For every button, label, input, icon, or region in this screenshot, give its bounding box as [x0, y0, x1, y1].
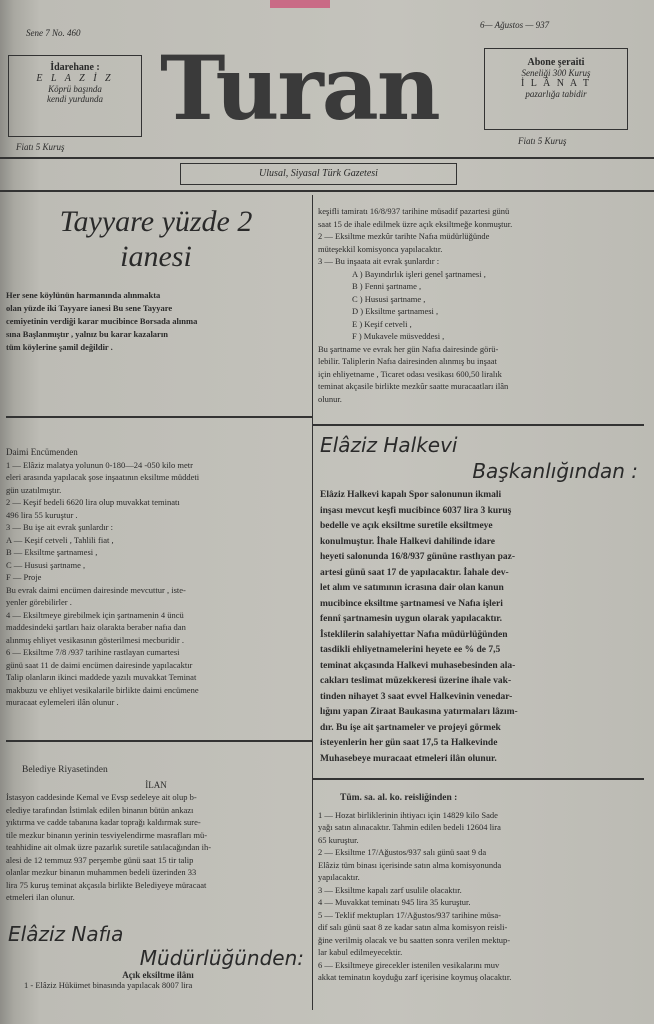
office-box [8, 55, 142, 137]
halkevi-line: mucibince eksiltme şartnamesi ve Nafıa işleri [320, 598, 503, 609]
nafia-cont-line: E ) Keşif cetveli , [352, 318, 412, 329]
tum-title: Tüm. sa. al. ko. reisliğinden : [340, 793, 458, 803]
encumen-line: Bu evrak daimi encümen dairesinde mevcuttur , iste- [6, 584, 186, 595]
office-address2: kendi yurdunda [47, 94, 103, 104]
encumen-notice [6, 446, 306, 709]
nafia-notice [8, 922, 308, 990]
tum-line: 6 — Eksiltmeye girecekler istenilen vesikalarını muv [318, 959, 500, 970]
belediye-line: İstasyon caddesinde Kemal ve Evsp sedeleye ait olup b- [6, 792, 197, 802]
tum-line: dif salı günü saat 8 ze kadar satın alma komisyon reisli- [318, 922, 508, 932]
encumen-line: 496 lira 55 kuruştur . [6, 509, 78, 520]
tum-line: 5 — Teklif mektupları 17/Ağustos/937 tarihine müsa- [318, 909, 501, 920]
newspaper-title: Turan [160, 36, 439, 140]
nafia-cont-line: 3 — Bu inşaata ait evrak şunlardır : [318, 256, 440, 266]
halkevi-line: Elâziz Halkevi kapalı Spor salonunun ikmali [320, 490, 502, 500]
halkevi-title-2: Başkanlığından : [472, 459, 638, 483]
office-address1: Köprü başında [48, 84, 102, 94]
halkevi-body [320, 488, 642, 767]
tum-line: 1 — Hozat birliklerinin ihtiyacı için 14829 kilo Sade [318, 809, 498, 820]
tayyare-lead-1: Her sene köylünün harmanında alınmakta [6, 290, 161, 300]
encumen-line: C — Hususi şartname , [6, 559, 86, 570]
belediye-title: Belediye Riyasetinden [22, 765, 108, 775]
encumen-line: 2 — Keşif bedeli 6620 lira olup muvakkat teminatı [6, 497, 180, 507]
nafia-cont-line: için ehliyetname , Ticaret odası vesikası 600,50 liralık [318, 368, 502, 379]
nafia-continued [318, 205, 640, 405]
belediye-notice [6, 764, 306, 904]
halkevi-line: teminat akçasında Halkevi muhasebesinden ala- [320, 660, 516, 671]
halkevi-line: let alım ve satımının icrasına dair olan kanun [320, 583, 504, 593]
tayyare-lead-4: sına Başlanmıştır , yalnız bu karar kazaların [6, 329, 168, 339]
encumen-line: alınmış ehliyet vesikasının gösterilmesi mecburidir . [6, 634, 184, 645]
encumen-line: muracaat eylemeleri ilân olunur . [6, 697, 119, 707]
tum-line: 65 kuruştur. [318, 834, 359, 845]
belediye-line: alesi de 12 temmuz 937 perşembe günü saat 15 tir talip [6, 854, 194, 865]
right-price: Fiatı 5 Kuruş [518, 136, 567, 146]
tayyare-article [6, 205, 306, 354]
halkevi-line: tinden nihayet 3 saat evvel Halkevinin venedar- [320, 691, 513, 702]
ads-label: İ L Â N A T [520, 78, 592, 89]
encumen-line: günü saat 11 de daimi encümen dairesinde yapılacaktır [6, 659, 193, 670]
halkevi-line: bedelle ve açık eksiltme suretile eksiltmeye [320, 521, 493, 531]
encumen-line: B — Eksiltme şartnamesi , [6, 547, 98, 557]
left-price: Fiatı 5 Kuruş [16, 142, 65, 152]
tayyare-headline-2: ianesi [120, 240, 192, 273]
encumen-line: A — Keşif cetveli , Tahlili fiat , [6, 534, 114, 545]
belediye-line: olanlar mezkur binanın muhammen bedeli üzerinden 33 [6, 867, 197, 877]
tum-line: 2 — Eksiltme 17/Ağustos/937 salı günü saat 9 da [318, 847, 487, 857]
encumen-line: gün uzatılmıştır. [6, 484, 62, 495]
rule-tayyare [6, 416, 312, 418]
encumen-line: 3 — Bu işe ait evrak şunlardır : [6, 522, 113, 532]
nafia-cont-line: Bu şartname ve evrak her gün Nafıa dairesinde görü- [318, 343, 499, 354]
halkevi-line: fennî şartnamesin uygun olarak yapılacaktır. [320, 614, 503, 624]
tum-line: 3 — Eksiltme kapalı zarf usulile olacaktır. [318, 884, 462, 895]
belediye-line: etmeleri ilan olunur. [6, 892, 75, 902]
tayyare-lead-2: olan yüzde iki Tayyare ianesi Bu sene Tayyare [6, 303, 173, 313]
nafia-cont-line: B ) Fenni şartname , [352, 281, 422, 291]
belediye-line: elediye tarafından İstimlak edilen binanın bütün ankazı [6, 804, 194, 815]
nafia-title: Elâziz Nafıa [8, 922, 124, 946]
tum-line: ğine verilmiş olacak ve bu saatten sonra verilen mektup- [318, 934, 511, 945]
subscription-box [484, 48, 628, 130]
belediye-ilan: İLAN [145, 779, 167, 790]
halkevi-line: Muhasebeye muracaat etmeleri ilân olunur. [320, 753, 497, 764]
encumen-line: eleri arasında yapılacak şose inşaatının eksiltme müddeti [6, 472, 200, 482]
postage-stamp [270, 0, 330, 8]
nafia-cont-line: teminat akçasile birlikte mezkûr saatte muracaatları ilân [318, 381, 509, 391]
issue-number: Sene 7 No. 460 [26, 28, 81, 38]
halkevi-line: heyeti salonunda 16/8/937 gününe rastlıyan paz- [320, 552, 516, 562]
halkevi-line: cakları teslimat müzekkeresi üzerine ihale vak- [320, 676, 512, 686]
nafia-cont-line: D ) Eksiltme şartnamesi , [352, 306, 439, 316]
tum-line: Elâziz tüm binası içerisinde satın alma komisyonunda [318, 859, 502, 870]
nafia-title-2: Müdürlüğünden: [139, 946, 304, 970]
nafia-cont-line: 2 — Eksiltme mezkûr tarihte Nafıa müdürlüğünde [318, 231, 490, 241]
nafia-subtitle: Açık eksiltme ilânı [122, 970, 194, 980]
nafia-cont-line: keşifli tamiratı 16/8/937 tarihine müsadif pazartesi günü [318, 206, 510, 216]
nafia-cont-line: F ) Mukavele müsveddesi , [352, 331, 445, 341]
halkevi-line: isteyenlerin her gün saat 17,5 ta Halkevinde [320, 738, 498, 748]
subscription-label: Abone şeraiti [527, 57, 585, 68]
encumen-line: 1 — Elâziz malatya yolunun 0-180—24 -050 kilo metr [6, 459, 193, 470]
masthead-rule-bottom [0, 190, 654, 192]
encumen-line: yenler görebilirler . [6, 597, 72, 607]
column-divider [312, 195, 313, 1010]
tum-line: yağı satın alınacaktır. Tahmin edilen bedeli 12604 lira [318, 822, 501, 832]
halkevi-notice [320, 432, 642, 484]
encumen-title: Daimi Encümenden [6, 447, 78, 457]
nafia-cont-line: A ) Bayındırlık işleri genel şartnamesi , [352, 268, 486, 279]
belediye-line: lira 75 kuruş teminat akçasıla birlikte Belediyeye müracaat [6, 879, 207, 890]
encumen-line: Talip olanların ikinci maddede yazılı muvakkat Teminat [6, 672, 197, 682]
encumen-line: 6 — Eksiltme 7/8 /937 tarihine rastlayan cumartesi [6, 647, 180, 657]
encumen-line: 4 — Eksiltmeye girebilmek için şartnamenin 4 üncü [6, 609, 184, 620]
rule-nafia [312, 424, 644, 426]
halkevi-title: Elâziz Halkevi [320, 433, 458, 457]
halkevi-line: inşası mevcut keşfi mucibince 6037 lira 3 kuruş [320, 505, 512, 516]
belediye-line: yıktırma ve cadde tabanına kadar toprağı kaldırmak sure- [6, 817, 201, 827]
office-city: E L A Z İ Z [36, 73, 114, 84]
encumen-line: makbuzu ve ehliyet vesikalarile birlikte daimi encümene [6, 684, 199, 695]
ads-note: pazarlığa tabidir [525, 89, 587, 99]
halkevi-line: İsteklilerin salahiyettar Nafıa müdürlüğünden [320, 629, 508, 640]
tayyare-headline: Tayyare yüzde 2 [59, 205, 253, 238]
belediye-line: tile mezkur binanın yerinin tesviyelendirme masrafları mü- [6, 829, 208, 840]
tayyare-lead-5: tüm köylerine şamil değildir . [6, 342, 113, 352]
rule-halkevi [312, 778, 644, 780]
tum-line: akkat teminatın koyduğu zarf içerisine koymuş olacaktır. [318, 972, 512, 982]
halkevi-line: konulmuştur. İhale Halkevi dahilinde idare [320, 536, 496, 547]
nafia-cont-line: saat 15 de ihale edilmek üzre açık eksiltmeğe konmuştur. [318, 218, 513, 229]
subtitle-box [180, 163, 457, 185]
tayyare-lead-3: cemiyetinin verdiği karar mucibince Borsada alınma [6, 316, 198, 326]
tum-notice [318, 792, 640, 984]
nafia-cont-line: olunur. [318, 393, 342, 404]
masthead-rule-top [0, 157, 654, 159]
subtitle: Ulusal, Siyasal Türk Gazetesi [259, 168, 378, 179]
halkevi-line: lığını yapan Ziraat Baukasına yatırmaları lâzım- [320, 707, 518, 717]
nafia-cont-line: lebilir. Taliplerin Nafıa dairesinden alınmış bu inşaat [318, 356, 497, 366]
halkevi-line: dır. Bu işe ait şartnameler ve projeyi görmek [320, 722, 501, 733]
halkevi-line: artesi günü saat 17 de yapılacaktır. İahale dev- [320, 567, 509, 578]
tum-line: yapılacaktır. [318, 872, 360, 882]
encumen-line: maddesindeki şartları haiz olarakta beraber nafıa dan [6, 622, 186, 632]
nafia-cont-line: müteşekkil komisyonca yapılacaktır. [318, 243, 443, 254]
issue-date: 6— Ağustos — 937 [480, 20, 550, 30]
subscription-price: Seneliği 300 Kuruş [521, 68, 591, 78]
nafia-cont-line: C ) Hususi şartname , [352, 293, 426, 304]
nafia-text: 1 - Elâziz Hükümet binasında yapılacak 8007 lira [24, 980, 193, 990]
belediye-line: teahhidine ait olmak üzre pazarlık suretile satılacağından ih- [6, 842, 212, 852]
office-label: İdarehane : [50, 62, 100, 73]
encumen-line: F — Proje [6, 572, 42, 582]
halkevi-line: tasdikli ehliyetnamelerini heyete ee % de 7,5 [320, 645, 501, 655]
rule-encumen [6, 740, 312, 742]
tum-line: lar kabul edilmeyecektir. [318, 947, 403, 957]
tum-line: 4 — Muvakkat teminatı 945 lira 35 kuruştur. [318, 897, 471, 907]
